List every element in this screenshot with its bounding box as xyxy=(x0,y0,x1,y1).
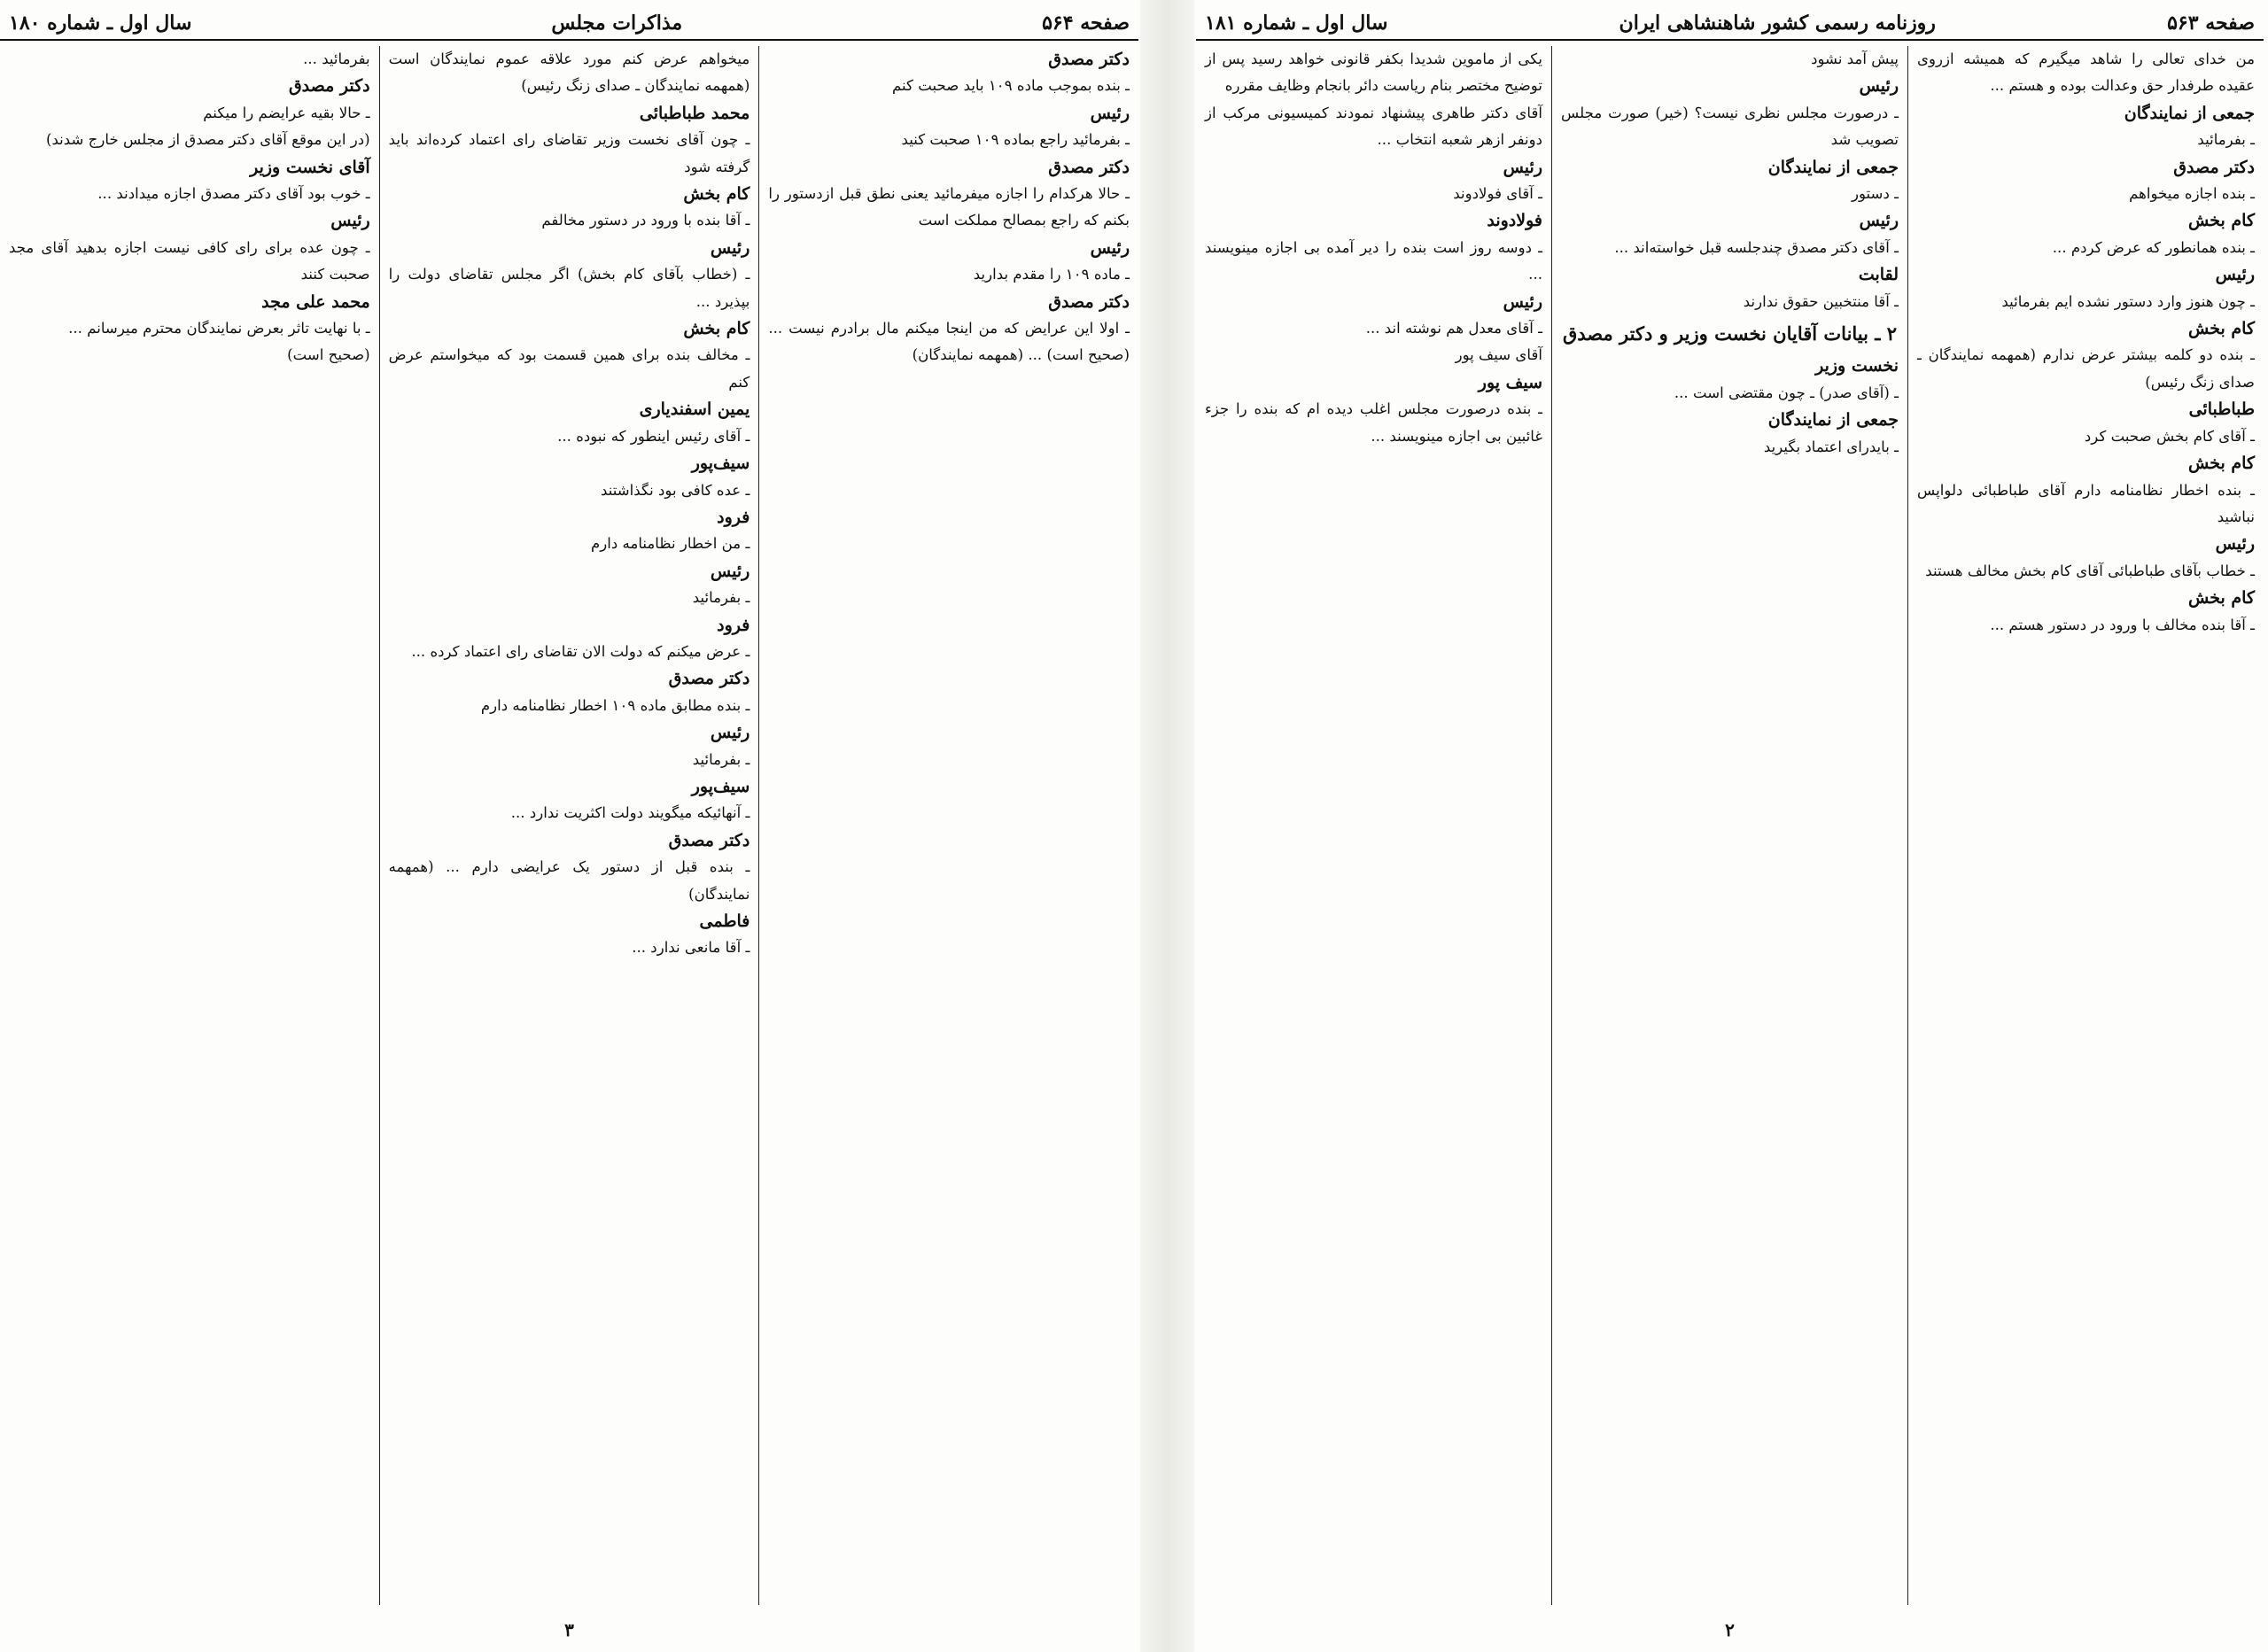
speaker-name: یمین اسفندیاری xyxy=(639,399,750,420)
paragraph: ـ خطاب بآقای طباطبائی آقای کام بخش مخالف هستند xyxy=(1925,562,2255,579)
speaker-name: رئیس xyxy=(1859,211,1899,231)
paragraph: ـ اولا این عرایض که من اینجا میکنم مال برادرم نیست ... (صحیح است) ... (همهمه نمایندگان) xyxy=(768,320,1130,364)
left-page-header xyxy=(0,7,1138,41)
paragraph: من خدای تعالی را شاهد میگیرم که همیشه ازروی عقیده طرفدار حق وعدالت بوده و هستم ... xyxy=(1917,50,2255,95)
left-page-number: ۳ xyxy=(564,1619,574,1640)
speaker-name: رئیس xyxy=(1859,76,1899,97)
speaker-name: رئیس xyxy=(710,723,750,743)
left-col-2 xyxy=(0,46,379,1605)
paragraph: ـ بایدرای اعتماد بگیرید xyxy=(1763,438,1899,455)
paragraph: ـ بنده همانطور که عرض کردم ... xyxy=(2052,238,2255,256)
paragraph: ـ بفرمائید xyxy=(692,589,750,607)
left-page-label: صفحه ۵۶۴ xyxy=(1042,12,1130,35)
speaker-name: جمعی از نمایندگان xyxy=(1767,157,1899,177)
page-gutter xyxy=(1140,0,1194,1652)
right-section-title: روزنامه رسمی کشور شاهنشاهی ایران xyxy=(1619,12,1936,35)
speaker-name: دکتر مصدق xyxy=(668,830,750,850)
paragraph: ـ آقای کام بخش صحبت کرد xyxy=(2084,427,2255,445)
right-columns xyxy=(1196,46,2264,1605)
speaker-name: رئیس xyxy=(1090,237,1130,258)
paragraph: ـ آنهائیکه میگویند دولت اکثریت ندارد ... xyxy=(510,804,750,822)
speaker-name: فولادوند xyxy=(1487,211,1542,231)
paragraph: ـ بنده دو کلمه بیشتر عرض ندارم (همهمه نمایندگان ـ صدای زنگ رئیس) xyxy=(1917,346,2255,391)
paragraph: ـ بنده درصورت مجلس اغلب دیده ام که بنده را جزء غائبین بی اجازه مینویسند ... xyxy=(1205,400,1542,445)
speaker-name: نخست وزیر xyxy=(1815,356,1899,376)
paragraph: ـ عرض میکنم که دولت الان تقاضای رای اعتماد کرده ... xyxy=(411,642,750,660)
speaker-name: فاطمی xyxy=(699,911,750,931)
paragraph: ـ بنده اجازه میخواهم xyxy=(2129,185,2255,203)
left-col-0 xyxy=(758,46,1138,1605)
speaker-name: محمد علی مجد xyxy=(261,291,370,312)
speaker-name: جمعی از نمایندگان xyxy=(2124,103,2255,123)
speaker-name: فرود xyxy=(717,615,750,635)
speaker-name: سیف‌پور xyxy=(691,776,750,796)
paragraph: ـ خوب بود آقای دکتر مصدق اجازه میدادند ... xyxy=(97,185,370,203)
paragraph: ـ آقای دکتر مصدق چندجلسه قبل خواسته‌اند ... xyxy=(1614,238,1899,256)
paragraph: ـ آقا بنده مخالف با ورود در دستور هستم ... xyxy=(1990,616,2255,633)
paragraph: ـ (آقای صدر) ـ چون مقتضی است ... xyxy=(1674,384,1899,401)
paragraph: ـ دوسه روز است بنده را دیر آمده بی اجازه مینویسند ... xyxy=(1205,238,1542,283)
speaker-name: دکتر مصدق xyxy=(1048,291,1130,312)
right-page xyxy=(1196,7,2264,1646)
paragraph: ـ آقای معدل هم نوشته اند ... xyxy=(1365,320,1542,337)
speaker-name: لقابت xyxy=(1858,265,1899,285)
paragraph: میخواهم عرض کنم مورد علاقه عموم نمایندگان است (همهمه نمایندگان ـ صدای زنگ رئیس) xyxy=(388,50,750,95)
paragraph: ـ ماده ۱۰۹ را مقدم بدارید xyxy=(973,266,1130,283)
speaker-name: دکتر مصدق xyxy=(1048,157,1130,177)
paragraph: ـ مخالف بنده برای همین قسمت بود که میخواستم عرض کنم xyxy=(388,346,750,391)
paragraph: آقای سیف پور xyxy=(1455,346,1542,364)
paragraph: پیش آمد نشود xyxy=(1811,50,1899,67)
paragraph: ـ بفرمائید راجع بماده ۱۰۹ صحبت کنید xyxy=(901,131,1130,149)
left-section-title: مذاکرات مجلس xyxy=(551,12,683,35)
paragraph: ـ آقای رئیس اینطور که نبوده ... xyxy=(557,427,750,445)
paragraph: ـ آقای فولادوند xyxy=(1453,185,1542,203)
paragraph: ـ بنده قبل از دستور یک عرایضی دارم ... (همهمه نمایندگان) xyxy=(388,858,750,903)
paragraph: ـ حالا بقیه عرایضم را میکنم xyxy=(203,104,370,121)
paragraph: ـ بفرمائید xyxy=(2197,131,2255,149)
speaker-name: رئیس xyxy=(710,237,750,258)
speaker-name: سیف‌پور xyxy=(691,454,750,474)
paragraph: ـ درصورت مجلس نظری نیست؟ (خیر) صورت مجلس تصویب شد xyxy=(1561,104,1899,149)
speaker-name: کام بخش xyxy=(2188,319,2255,339)
paragraph: ـ چون آقای نخست وزیر تقاضای رای اعتماد کرده‌اند باید گرفته شود xyxy=(388,131,750,175)
speaker-name: دکتر مصدق xyxy=(2173,157,2255,177)
right-col-1 xyxy=(1551,46,1907,1605)
paragraph: ـ بنده اخطار نظامنامه دارم آقای طباطبائی دلواپس نباشید xyxy=(1917,481,2255,525)
paragraph: ـ دستور xyxy=(1851,185,1899,203)
paragraph: آقای دکتر طاهری پیشنهاد نمودند کمیسیونی مرکب از دونفر ازهر شعبه انتخاب ... xyxy=(1205,104,1542,149)
speaker-name: آقای نخست وزیر xyxy=(250,157,370,177)
left-col-1 xyxy=(379,46,759,1605)
left-columns xyxy=(0,46,1138,1605)
paragraph: ـ (خطاب بآقای کام بخش) اگر مجلس تقاضای دولت را بپذیرد ... xyxy=(388,266,750,310)
paragraph: ـ آقا مانعی ندارد ... xyxy=(632,939,750,957)
paragraph: (در این موقع آقای دکتر مصدق از مجلس خارج شدند) xyxy=(45,131,370,149)
speaker-name: دکتر مصدق xyxy=(288,76,370,97)
paragraph: ـ عده کافی بود نگذاشتند xyxy=(601,481,750,499)
paragraph: ـ با نهایت تاثر بعرض نمایندگان محترم میرسانم ... xyxy=(68,320,370,337)
section-heading: ۲ ـ بیانات آقایان نخست وزیر و دکتر مصدق xyxy=(1562,322,1898,345)
speaker-name: رئیس xyxy=(1090,103,1130,123)
paragraph: ـ چون عده برای رای کافی نیست اجازه بدهید آقای مجد صحبت کنند xyxy=(8,238,370,283)
paragraph: ـ بنده مطابق ماده ۱۰۹ اخطار نظامنامه دارم xyxy=(480,696,750,714)
speaker-name: رئیس xyxy=(1503,291,1542,312)
right-page-number: ۲ xyxy=(1725,1619,1735,1640)
paragraph: ـ چون هنوز وارد دستور نشده ایم بفرمائید xyxy=(2001,292,2255,310)
speaker-name: کام بخش xyxy=(683,184,750,205)
speaker-name: رئیس xyxy=(2215,265,2255,285)
left-issue-label: سال اول ـ شماره ۱۸۰ xyxy=(9,12,192,35)
speaker-name: فرود xyxy=(717,507,750,527)
paragraph: (صحیح است) xyxy=(287,346,370,364)
speaker-name: رئیس xyxy=(2215,534,2255,555)
right-page-header xyxy=(1196,7,2264,41)
right-col-2 xyxy=(1196,46,1551,1605)
right-col-0 xyxy=(1907,46,2264,1605)
speaker-name: رئیس xyxy=(1503,157,1542,177)
speaker-name: جمعی از نمایندگان xyxy=(1767,410,1899,430)
paragraph: یکی از ماموین شدیدا بکفر قانونی خواهد رسید پس از توضیح مختصر بنام ریاست دائر بانجام وظایف مقرره xyxy=(1205,50,1542,95)
speaker-name: کام بخش xyxy=(2188,211,2255,231)
paragraph: ـ حالا هرکدام را اجازه میفرمائید یعنی نطق قبل ازدستور را بکنم که راجع بمصالح مملکت است xyxy=(768,185,1130,229)
paragraph: ـ من اخطار نظامنامه دارم xyxy=(590,535,750,553)
speaker-name: رئیس xyxy=(330,211,370,231)
speaker-name: رئیس xyxy=(710,561,750,581)
paragraph: ـ بفرمائید xyxy=(692,750,750,768)
left-page xyxy=(0,7,1138,1646)
speaker-name: طباطبائی xyxy=(2188,399,2255,420)
speaker-name: سیف پور xyxy=(1478,372,1542,392)
speaker-name: دکتر مصدق xyxy=(1048,50,1130,69)
paragraph: بفرمائید ... xyxy=(303,50,370,67)
speaker-name: کام بخش xyxy=(2188,588,2255,609)
speaker-name: محمد طباطبائی xyxy=(639,103,750,123)
right-issue-label: سال اول ـ شماره ۱۸۱ xyxy=(1205,12,1388,35)
speaker-name: کام بخش xyxy=(683,319,750,339)
right-page-label: صفحه ۵۶۳ xyxy=(2167,12,2255,35)
paragraph: ـ آقا بنده با ورود در دستور مخالفم xyxy=(541,212,750,229)
speaker-name: دکتر مصدق xyxy=(668,669,750,689)
paragraph: ـ آقا منتخبین حقوق ندارند xyxy=(1743,292,1899,310)
speaker-name: کام بخش xyxy=(2188,454,2255,474)
paragraph: ـ بنده بموجب ماده ۱۰۹ باید صحبت کنم xyxy=(892,77,1130,95)
